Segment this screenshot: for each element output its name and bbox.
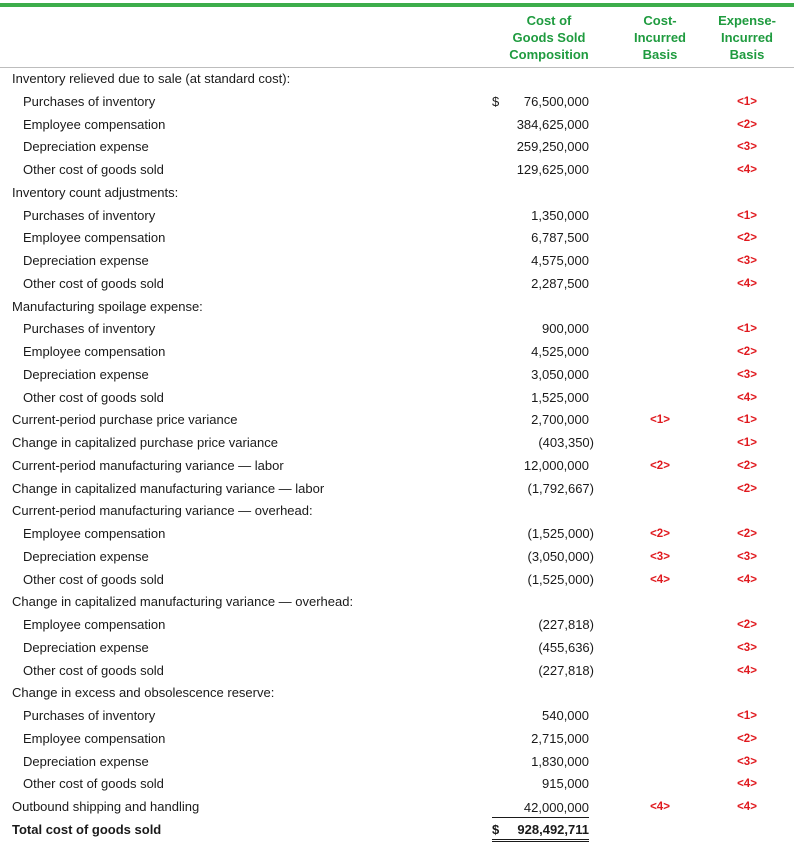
amount-value: 915,000	[542, 776, 589, 792]
section-heading-row	[0, 68, 794, 91]
section-heading-row	[0, 682, 794, 705]
header-expense-incurred-basis: Expense- Incurred Basis	[718, 13, 776, 62]
row-label: Other cost of goods sold	[23, 389, 164, 405]
table-row	[0, 432, 794, 455]
total-row	[0, 819, 794, 842]
row-label: Purchases of inventory	[23, 321, 156, 337]
expense-incurred-tag: <4>	[737, 778, 757, 791]
amount-value: 129,625,000	[516, 162, 589, 177]
cost-incurred-tag: <1>	[650, 414, 670, 427]
row-label: Other cost of goods sold	[23, 162, 164, 177]
section-heading-row	[0, 296, 794, 319]
row-label: Depreciation expense	[23, 139, 149, 155]
table-row	[0, 387, 794, 410]
amount-value: 540,000	[542, 708, 589, 723]
total-amount-value: 928,492,711	[517, 821, 589, 837]
table-row	[0, 91, 794, 114]
table-row	[0, 409, 794, 432]
row-label: Other cost of goods sold	[23, 275, 164, 291]
expense-incurred-tag: <1>	[737, 710, 757, 722]
expense-incurred-tag: <3>	[737, 141, 757, 154]
row-label: Depreciation expense	[23, 753, 149, 769]
expense-incurred-tag: <4>	[737, 164, 757, 176]
expense-incurred-tag: <4>	[737, 573, 757, 586]
cost-incurred-tag: <4>	[650, 801, 670, 813]
expense-incurred-tag: <2>	[737, 346, 757, 358]
table-row	[0, 546, 794, 569]
row-label: Inventory relieved due to sale (at standard cost):	[12, 71, 291, 86]
amount-value: (1,525,000)	[527, 526, 594, 541]
row-label: Purchases of inventory	[23, 93, 156, 109]
expense-incurred-tag: <2>	[737, 482, 757, 495]
amount-value: 2,287,500	[531, 275, 589, 291]
amount-value: 1,350,000	[531, 207, 589, 223]
amount-value: 259,250,000	[516, 139, 589, 155]
amount-value: 3,050,000	[531, 366, 589, 382]
amount-value: 6,787,500	[531, 230, 589, 246]
total-label: Total cost of goods sold	[12, 821, 162, 837]
expense-incurred-tag: <2>	[737, 118, 757, 131]
amount-value: 4,525,000	[531, 344, 589, 359]
row-label: Change in capitalized manufacturing variance — overhead:	[12, 594, 354, 610]
row-label: Employee compensation	[23, 344, 166, 359]
table-row	[0, 637, 794, 660]
row-label: Change in excess and obsolescence reserve:	[12, 685, 275, 701]
cost-incurred-tag: <3>	[650, 550, 670, 563]
amount-value: (455,636)	[538, 639, 594, 655]
amount-value: 384,625,000	[516, 116, 589, 132]
row-label: Employee compensation	[23, 617, 166, 632]
table-row	[0, 114, 794, 137]
table-row	[0, 205, 794, 228]
expense-incurred-tag: <3>	[737, 255, 757, 267]
table-row	[0, 660, 794, 683]
table-row	[0, 227, 794, 250]
row-label: Employee compensation	[23, 230, 166, 246]
amount-value: 4,575,000	[531, 253, 589, 268]
table-row	[0, 523, 794, 546]
amount-value: (403,350)	[538, 435, 594, 450]
amount-value: 12,000,000	[523, 457, 589, 473]
table-row	[0, 364, 794, 387]
row-label: Depreciation expense	[23, 548, 149, 564]
table-row	[0, 728, 794, 751]
expense-incurred-tag: <2>	[737, 528, 757, 540]
row-label: Other cost of goods sold	[23, 571, 164, 587]
expense-incurred-tag: <4>	[737, 664, 757, 677]
expense-incurred-tag: <3>	[737, 755, 757, 768]
row-label: Depreciation expense	[23, 366, 149, 382]
expense-incurred-tag: <2>	[737, 459, 757, 472]
table-row	[0, 273, 794, 296]
row-label: Outbound shipping and handling	[12, 799, 200, 814]
expense-incurred-tag: <4>	[737, 801, 757, 813]
expense-incurred-tag: <2>	[737, 732, 757, 745]
row-label: Depreciation expense	[23, 639, 149, 655]
row-label: Current-period manufacturing variance — labor	[12, 457, 284, 473]
row-label: Change in capitalized manufacturing variance — labor	[12, 480, 325, 496]
expense-incurred-tag: <1>	[737, 323, 757, 336]
row-label: Other cost of goods sold	[23, 776, 164, 792]
table-row	[0, 478, 794, 501]
amount-value: (1,792,667)	[527, 480, 594, 496]
table-row	[0, 751, 794, 774]
row-label: Other cost of goods sold	[23, 662, 164, 678]
amount-value: 900,000	[542, 321, 589, 337]
expense-incurred-tag: <1>	[737, 209, 757, 222]
row-label: Inventory count adjustments:	[12, 184, 179, 200]
cost-incurred-tag: <2>	[650, 528, 670, 540]
expense-incurred-tag: <3>	[737, 550, 757, 563]
row-label: Employee compensation	[23, 116, 166, 132]
amount-value: (227,818)	[538, 662, 594, 678]
amount-value: (3,050,000)	[527, 548, 594, 564]
row-label: Purchases of inventory	[23, 207, 156, 223]
row-label: Current-period manufacturing variance — overhead:	[12, 503, 313, 519]
expense-incurred-tag: <1>	[737, 437, 757, 449]
amount-value: 2,700,000	[531, 412, 589, 428]
section-heading-row	[0, 182, 794, 205]
amount-value: 1,830,000	[531, 753, 589, 769]
table-row	[0, 614, 794, 637]
amount-value: 76,500,000	[523, 93, 589, 109]
table-row	[0, 569, 794, 592]
row-label: Employee compensation	[23, 730, 166, 746]
table-row	[0, 455, 794, 478]
expense-incurred-tag: <4>	[737, 391, 757, 404]
expense-incurred-tag: <2>	[737, 619, 757, 631]
amount-value: (1,525,000)	[527, 571, 594, 587]
table-header	[0, 7, 794, 68]
total-amount	[492, 821, 589, 842]
table-row	[0, 796, 794, 819]
row-label: Employee compensation	[23, 526, 166, 541]
amount-value: 1,525,000	[531, 389, 589, 405]
row-label: Change in capitalized purchase price variance	[12, 435, 278, 450]
expense-incurred-tag: <3>	[737, 368, 757, 381]
row-label: Current-period purchase price variance	[12, 412, 238, 428]
table-row	[0, 250, 794, 273]
table-row	[0, 136, 794, 159]
dollar-sign: $	[492, 93, 500, 109]
total-dollar-sign: $	[492, 821, 500, 837]
row-label: Manufacturing spoilage expense:	[12, 298, 203, 314]
cost-incurred-tag: <2>	[650, 459, 670, 472]
row-label: Depreciation expense	[23, 253, 149, 268]
table-row	[0, 318, 794, 341]
table-row	[0, 705, 794, 728]
cost-incurred-tag: <4>	[650, 573, 670, 586]
header-cost-incurred-basis: Cost- Incurred Basis	[633, 13, 686, 62]
table-row	[0, 773, 794, 796]
amount-value: (227,818)	[538, 617, 594, 632]
amount-value: 2,715,000	[531, 730, 589, 746]
amount-value: 42,000,000	[492, 798, 589, 818]
table-row	[0, 341, 794, 364]
expense-incurred-tag: <1>	[737, 95, 757, 108]
section-heading-row	[0, 591, 794, 614]
expense-incurred-tag: <2>	[737, 232, 757, 245]
row-label: Purchases of inventory	[23, 708, 156, 723]
cogs-table-body	[0, 68, 794, 842]
expense-incurred-tag: <1>	[737, 414, 757, 427]
expense-incurred-tag: <3>	[737, 641, 757, 654]
header-cogs-composition: Cost of Goods Sold Composition	[509, 13, 589, 62]
section-heading-row	[0, 500, 794, 523]
table-row	[0, 159, 794, 182]
expense-incurred-tag: <4>	[737, 277, 757, 290]
